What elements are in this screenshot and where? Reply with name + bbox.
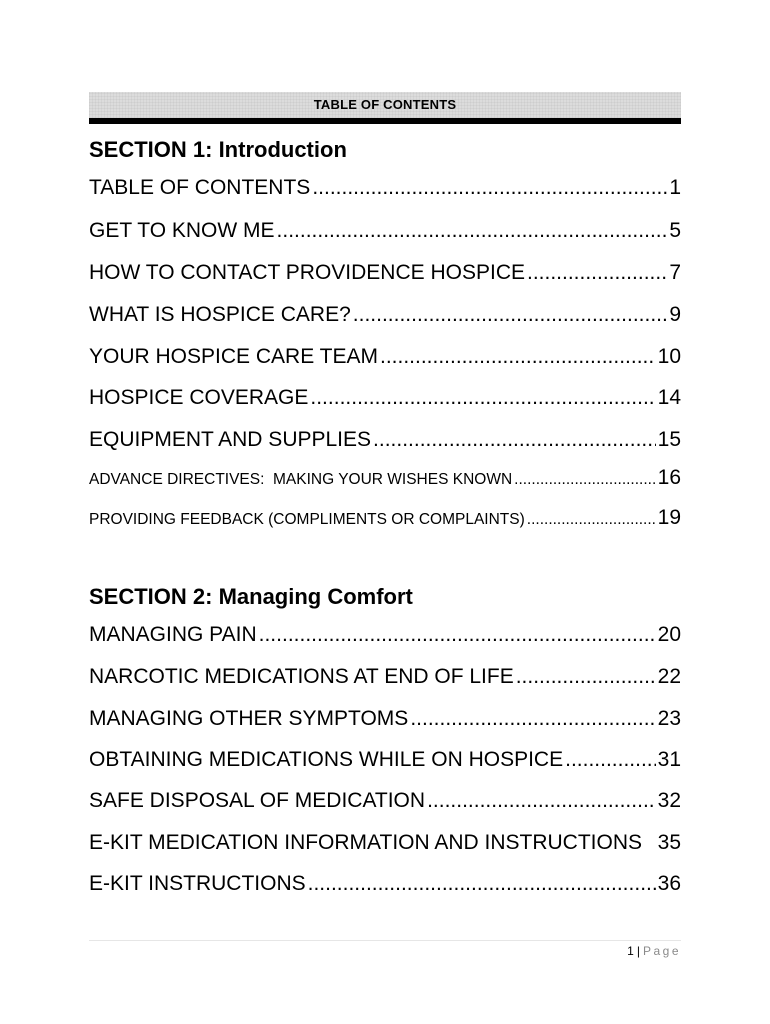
section-2-heading: SECTION 2: Managing Comfort	[89, 584, 413, 609]
section-1-heading: SECTION 1: Introduction	[89, 137, 347, 162]
toc-entry-page: 22	[657, 665, 681, 688]
toc-entry-hospice-coverage[interactable]	[89, 386, 681, 410]
toc-entry-title: HOSPICE COVERAGE	[89, 386, 309, 409]
dot-leader	[312, 176, 667, 200]
footer-page-number: 1	[627, 944, 634, 958]
toc-entry-equipment-supplies[interactable]	[89, 428, 681, 452]
toc-entry-title: NARCOTIC MEDICATIONS AT END OF LIFE	[89, 665, 514, 688]
toc-entry-other-symptoms[interactable]	[89, 707, 681, 731]
toc-entry-title: WHAT IS HOSPICE CARE?	[89, 303, 351, 326]
toc-entry-title: HOW TO CONTACT PROVIDENCE HOSPICE	[89, 261, 525, 284]
dot-leader	[308, 872, 656, 896]
toc-entry-page: 9	[669, 303, 681, 326]
footer-page-label: Page	[642, 944, 681, 958]
page-footer	[627, 944, 681, 958]
toc-entry-page: 23	[657, 707, 681, 730]
toc-entry-title: ADVANCE DIRECTIVES: MAKING YOUR WISHES KNOWN	[89, 471, 513, 488]
dot-leader	[527, 511, 656, 529]
toc-entry-page: 32	[657, 789, 681, 812]
toc-entry-providing-feedback[interactable]	[89, 506, 681, 530]
dot-leader	[427, 789, 656, 813]
toc-entry-how-to-contact[interactable]	[89, 261, 681, 285]
toc-entry-title: E-KIT MEDICATION INFORMATION AND INSTRUCTIONS	[89, 831, 643, 854]
toc-entry-title: YOUR HOSPICE CARE TEAM	[89, 345, 378, 368]
dot-leader	[380, 345, 656, 369]
toc-entry-page: 5	[669, 219, 681, 242]
dot-leader	[514, 471, 655, 489]
toc-entry-title: SAFE DISPOSAL OF MEDICATION	[89, 789, 426, 812]
dot-leader	[565, 748, 656, 772]
toc-entry-title: PROVIDING FEEDBACK (COMPLIMENTS OR COMPLAINTS)	[89, 511, 525, 528]
dot-leader	[277, 219, 668, 243]
dot-leader	[410, 707, 655, 731]
toc-entry-title: EQUIPMENT AND SUPPLIES	[89, 428, 372, 451]
toc-entry-title: OBTAINING MEDICATIONS WHILE ON HOSPICE	[89, 748, 564, 771]
toc-entry-page: 35	[657, 831, 681, 854]
toc-entry-title: TABLE OF CONTENTS	[89, 176, 311, 199]
dot-leader	[310, 386, 655, 410]
dot-leader	[259, 623, 656, 647]
dot-leader	[527, 261, 667, 285]
dot-leader	[353, 303, 668, 327]
toc-entry-title: MANAGING PAIN	[89, 623, 257, 646]
toc-header-title: TABLE OF CONTENTS	[313, 97, 457, 112]
toc-entry-obtaining-medications[interactable]	[89, 748, 681, 772]
footer-divider	[89, 940, 681, 941]
toc-entry-page: 36	[657, 872, 681, 895]
toc-entry-table-of-contents[interactable]	[89, 176, 681, 200]
toc-entry-e-kit-instructions[interactable]	[89, 872, 681, 896]
toc-header-bar	[89, 92, 681, 124]
toc-entry-what-is-hospice-care[interactable]	[89, 303, 681, 327]
toc-entry-page: 15	[657, 428, 681, 451]
footer-separator: |	[636, 944, 640, 958]
toc-entry-page: 1	[669, 176, 681, 199]
toc-entry-care-team[interactable]	[89, 345, 681, 369]
toc-entry-get-to-know-me[interactable]	[89, 219, 681, 243]
toc-entry-narcotic-medications[interactable]	[89, 665, 681, 689]
toc-entry-title: MANAGING OTHER SYMPTOMS	[89, 707, 409, 730]
toc-entry-page: 14	[657, 386, 681, 409]
dot-leader	[373, 428, 656, 452]
toc-entry-title: GET TO KNOW ME	[89, 219, 275, 242]
toc-entry-page: 20	[657, 623, 681, 646]
toc-entry-managing-pain[interactable]	[89, 623, 681, 647]
toc-entry-page: 7	[669, 261, 681, 284]
dot-leader	[516, 665, 656, 689]
toc-entry-page: 19	[657, 506, 681, 529]
toc-entry-page: 10	[657, 345, 681, 368]
toc-entry-safe-disposal[interactable]	[89, 789, 681, 813]
toc-entry-page: 31	[657, 748, 681, 771]
toc-entry-page: 16	[657, 466, 681, 489]
toc-entry-title: E-KIT INSTRUCTIONS	[89, 872, 306, 895]
toc-entry-e-kit-medication-info[interactable]	[89, 831, 681, 855]
toc-entry-advance-directives[interactable]	[89, 466, 681, 490]
